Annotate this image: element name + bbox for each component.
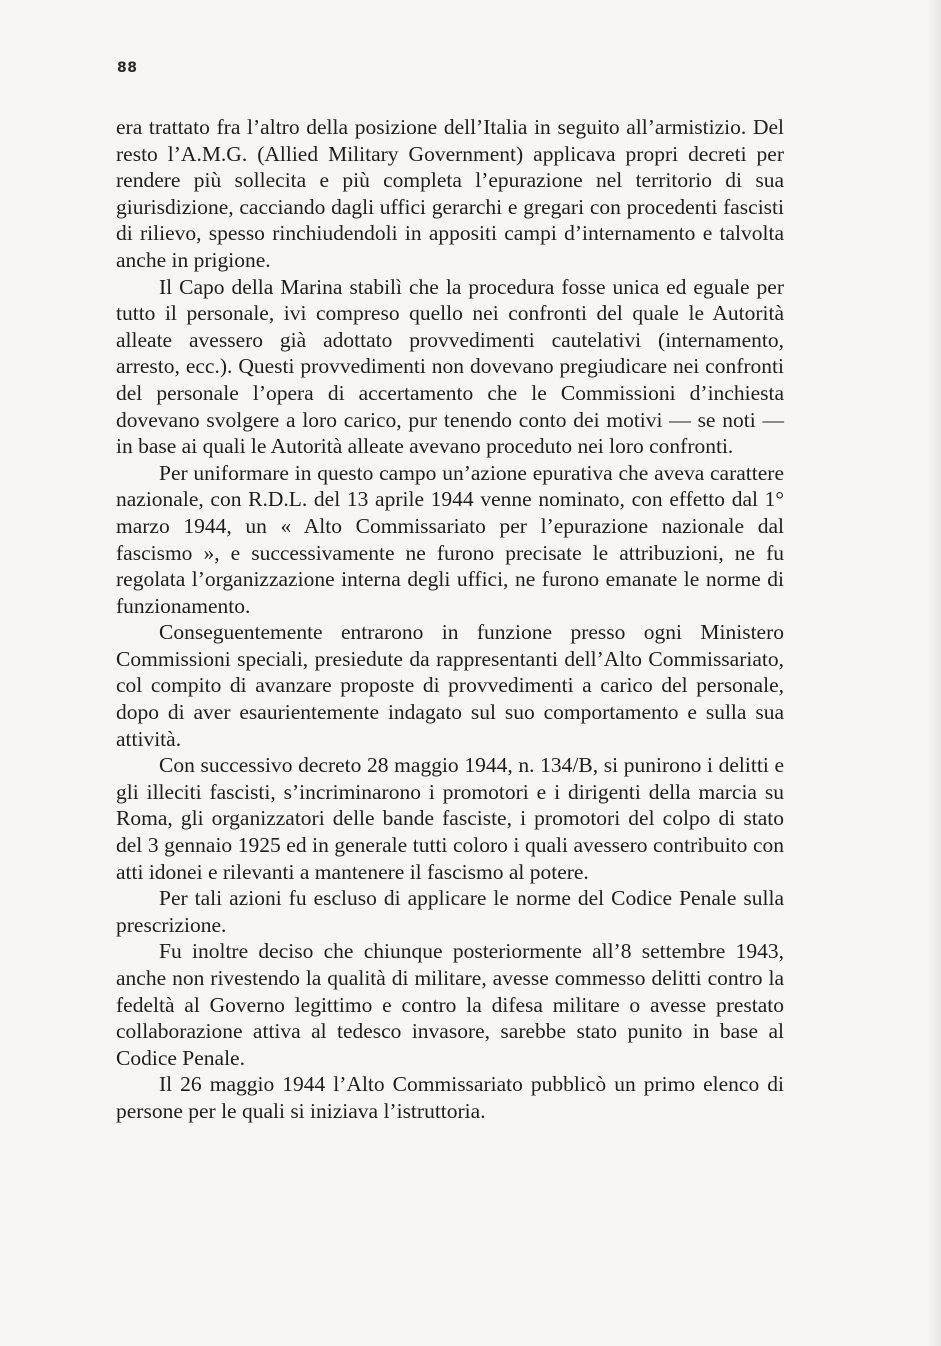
paragraph: Fu inoltre deciso che chiunque posteriormente all’8 settembre 1943, anche non rivestendo la qualità di militare, avesse commesso delitti contro la fedeltà al Governo legittimo e contro la difesa militare o avesse prestato collaborazione attiva al tedesco invasore, sarebbe stato punito in base al Codice Penale. [116,939,784,1070]
page-number: 88 [117,60,138,76]
paragraph: Conseguentemente entrarono in funzione presso ogni Ministero Commissioni speciali, presiedute da rappresentanti dell’Alto Commissariato, col compito di avanzare proposte di provvedimenti a carico del personale, dopo di aver esaurientemente indagato sul suo comportamento e sulla sua attività. [116,620,784,751]
body-text [116,114,784,1125]
paragraph: Il Capo della Marina stabilì che la procedura fosse unica ed eguale per tutto il personale, ivi compreso quello nei confronti del quale le Autorità alleate avessero già adottato provvedimenti cautelativi (internamento, arresto, ecc.). Questi provvedimenti non dovevano pregiudicare nei confronti del personale l’opera di accertamento che le Commissioni d’inchiesta dovevano svolgere a loro carico, pur tenendo conto dei motivi — se noti — in base ai quali le Autorità alleate avevano proceduto nei loro confronti. [116,274,784,459]
paragraph-continuation: era trattato fra l’altro della posizione dell’Italia in seguito all’armistizio. Del resto l’A.M.G. (Allied Military Government) applicava propri decreti per rendere più sollecita e più completa l’epurazione nel territorio di sua giurisdizione, cacciando dagli uffici gerarchi e gregari con procedenti fascisti di rilievo, spesso rinchiudendoli in appositi campi d’internamento e talvolta anche in prigione. [116,115,784,272]
page-edge-shadow [927,0,941,1346]
paragraph: Per uniformare in questo campo un’azione epurativa che aveva carattere nazionale, con R.D.L. del 13 aprile 1944 venne nominato, con effetto dal 1° marzo 1944, un « Alto Commissariato per l’epurazione nazionale dal fascismo », e successivamente ne furono precisate le attribuzioni, ne fu regolata l’organizzazione interna degli uffici, ne furono emanate le norme di funzionamento. [116,460,784,618]
paragraph: Con successivo decreto 28 maggio 1944, n. 134/B, si punirono i delitti e gli illeciti fascisti, s’incriminarono i promotori e i dirigenti della marcia su Roma, gli organizzatori delle bande fasciste, i promotori del colpo di stato del 3 gennaio 1925 ed in generale tutti coloro i quali avessero contribuito con atti idonei e rilevanti a mantenere il fascismo al potere. [116,753,784,884]
paragraph: Per tali azioni fu escluso di applicare le norme del Codice Penale sulla prescrizione. [116,886,784,937]
paragraph: Il 26 maggio 1944 l’Alto Commissariato pubblicò un primo elenco di persone per le quali si iniziava l’istruttoria. [116,1072,784,1123]
